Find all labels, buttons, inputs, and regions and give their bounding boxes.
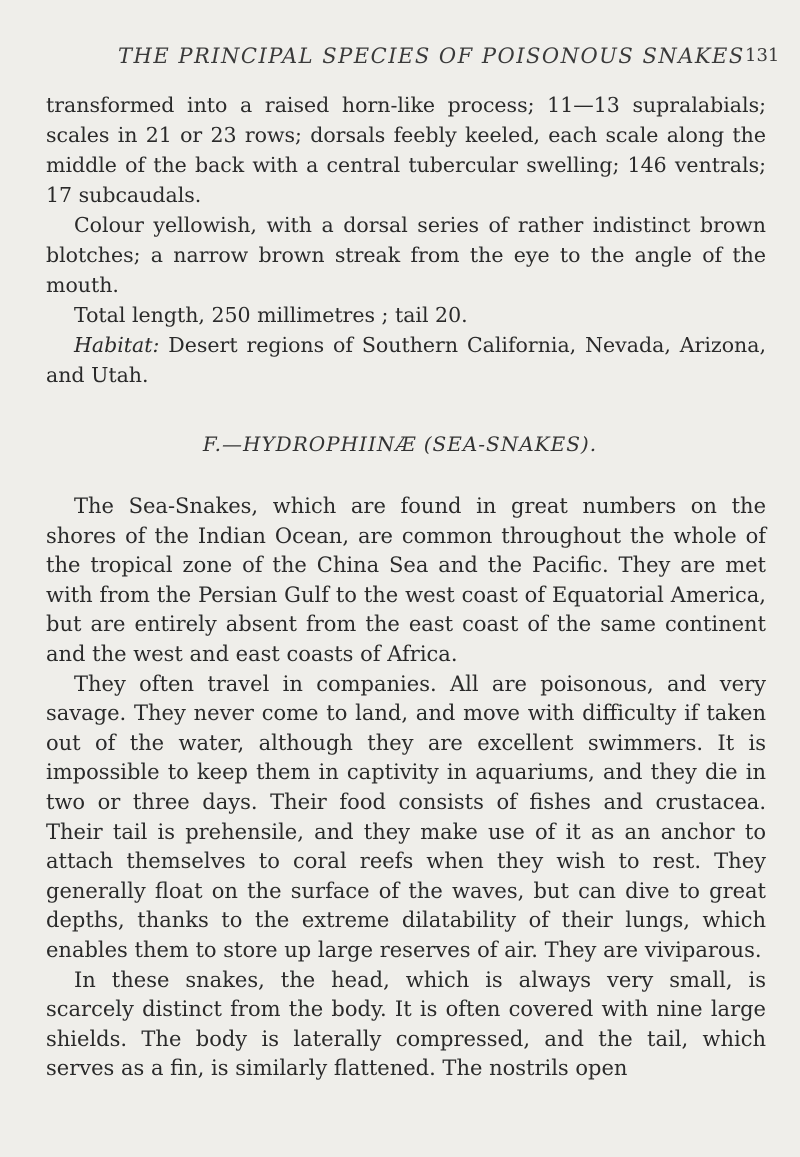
scales-paragraph: transformed into a raised horn-like process; 11—13 supralabials; scales in 21 or 23 rows; dorsals feebly keeled, each scale along the middle of the back with a central tubercular swelling; 146 ventrals; 17 subcaudals. <box>46 93 766 207</box>
running-title: THE PRINCIPAL SPECIES OF POISONOUS SNAKES <box>118 44 745 68</box>
habitat-paragraph <box>46 330 766 390</box>
colour-paragraph: Colour yellowish, with a dorsal series of rather indistinct brown blotches; a narrow brown streak from the eye to the angle of the mouth. <box>46 213 766 297</box>
habitat-label: Habitat: <box>74 333 160 357</box>
distribution-paragraph: The Sea-Snakes, which are found in great numbers on the shores of the Indian Ocean, are common throughout the whole of the tropical zone of the China Sea and the Pacific. They are met with from the Persian Gulf to the west coast of Equatorial America, but are entirely absent from the east coast of the same continent and the west and east coasts of Africa. <box>46 494 766 666</box>
length-paragraph: Total length, 250 millimetres ; tail 20. <box>74 303 468 327</box>
sea-snakes-section <box>46 492 766 1084</box>
species-description <box>46 90 766 390</box>
anatomy-paragraph: In these snakes, the head, which is always very small, is scarcely distinct from the body. It is often covered with nine large shields. The body is laterally compressed, and the tail, which serves as a fin, is similarly flattened. The nostrils open <box>46 967 766 1081</box>
habitat-text: Desert regions of Southern California, Nevada, Arizona, and Utah. <box>46 333 766 387</box>
behaviour-paragraph: They often travel in companies. All are poisonous, and very savage. They never come to land, and move with difficulty if taken out of the water, although they are excellent swimmers. It is impossible to keep them in captivity in aquariums, and they die in two or three days. Their food consists of fishes and crustacea. Their tail is prehensile, and they make use of it as an anchor to attach themselves to coral reefs when they wish to rest. They generally float on the surface of the waves, but can dive to great depths, thanks to the extreme dilatability of their lungs, which enables them to store up large reserves of air. They are viviparous. <box>46 671 766 962</box>
page-number: 131 <box>745 45 780 66</box>
section-heading: F.—HYDROPHIINÆ (SEA-SNAKES). <box>202 432 598 456</box>
